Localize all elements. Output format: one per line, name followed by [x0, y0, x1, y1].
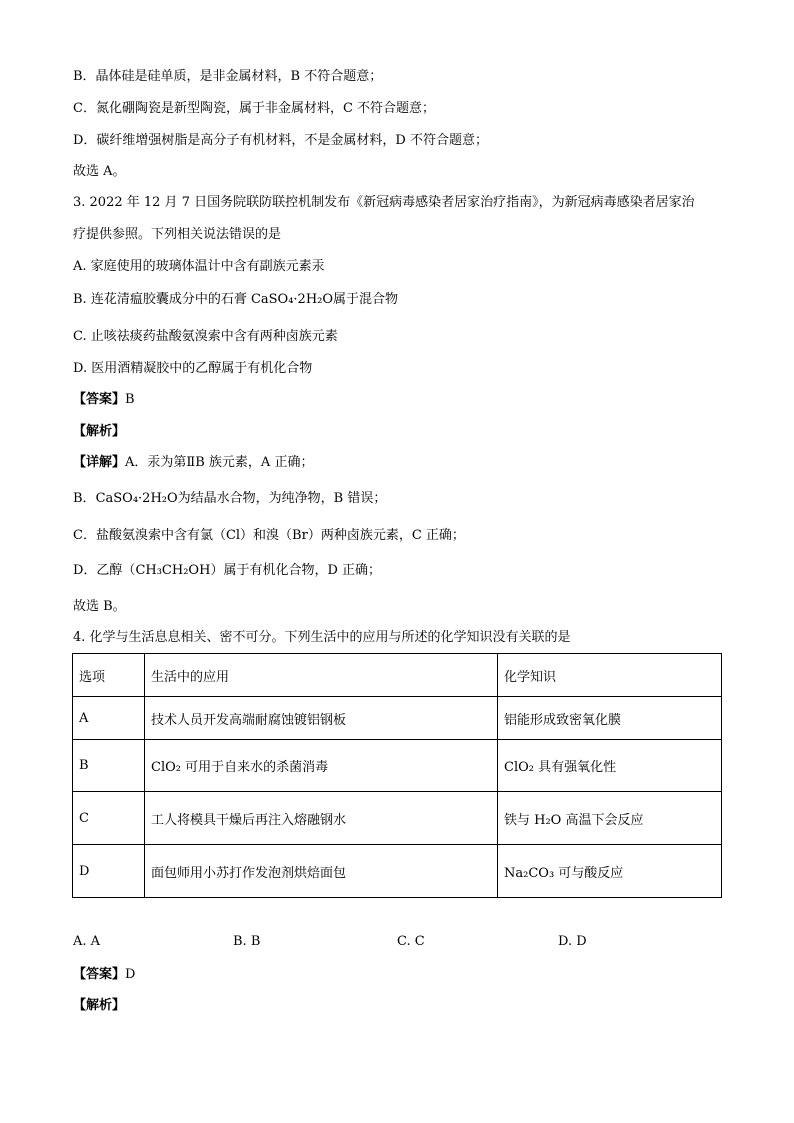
choice-c: C. C [397, 934, 425, 949]
knowledge-cell: 铝能形成致密氧化膜 [498, 697, 722, 740]
formula: CH₃CH₂OH [135, 563, 211, 578]
formula: CaSO₄·2H₂O [95, 491, 178, 506]
answer-label: 【答案】 [73, 392, 126, 407]
option-c: C. 止咳祛痰药盐酸氨溴索中含有两种卤族元素 [73, 329, 338, 344]
table-row [73, 792, 722, 845]
detail-line: C．盐酸氨溴索中含有氯（Cl）和溴（Br）两种卤族元素，C 正确； [73, 528, 465, 543]
header-cell: 选项 [73, 654, 145, 697]
conclusion: 故选 B。 [73, 599, 126, 614]
application-cell: 工人将模具干燥后再注入熔融钢水 [145, 792, 498, 845]
text-line: 故选 A。 [73, 164, 126, 179]
options-table [72, 653, 722, 898]
option-cell: D [73, 845, 145, 898]
choice-d: D. D [558, 934, 587, 949]
option-b-text: B. 连花清瘟胶囊成分中的石膏 [73, 292, 251, 307]
application-cell: 技术人员开发高端耐腐蚀镀铝钢板 [145, 697, 498, 740]
table-row [73, 697, 722, 740]
question-4-stem: 4. 化学与生活息息相关、密不可分。下列生活中的应用与所述的化学知识没有关联的是 [73, 630, 571, 645]
text-line: C．氮化硼陶瓷是新型陶瓷，属于非金属材料，C 不符合题意； [73, 101, 436, 116]
detail-text: B． [73, 491, 96, 506]
answer-label: 【答案】 [73, 967, 126, 982]
analysis-label: 【解析】 [73, 424, 126, 439]
answer-3 [73, 391, 135, 409]
table-header-row [73, 654, 722, 697]
choice-a: A. A [73, 934, 101, 949]
option-d: D. 医用酒精凝胶中的乙醇属于有机化合物 [73, 361, 313, 376]
answer-4 [73, 966, 135, 984]
detail-text: A．汞为第ⅡB 族元素，A 正确； [125, 455, 314, 470]
question-3-stem: 3. 2022 年 12 月 7 日国务院联防联控机制发布《新冠病毒感染者居家治疗指南》，为新冠病毒感染者居家治 [73, 195, 695, 210]
detail-text: ）属于有机化合物，D 正确； [210, 563, 381, 578]
detail-label: 【详解】 [73, 455, 126, 470]
option-cell: C [73, 792, 145, 845]
knowledge-cell: Na₂CO₃ 可与酸反应 [498, 845, 722, 898]
knowledge-cell: 铁与 H₂O 高温下会反应 [498, 792, 722, 845]
header-cell: 化学知识 [498, 654, 722, 697]
option-b [73, 291, 398, 309]
option-b-text: 属于混合物 [333, 292, 399, 307]
answer-value: B [125, 392, 135, 407]
table-row [73, 740, 722, 792]
analysis-label: 【解析】 [73, 998, 126, 1013]
detail-text: D．乙醇（ [73, 563, 136, 578]
text-line: D．碳纤维增强树脂是高分子有机材料，不是金属材料，D 不符合题意； [73, 133, 488, 148]
answer-value: D [125, 967, 136, 982]
option-a: A. 家庭使用的玻璃体温计中含有副族元素汞 [73, 259, 325, 274]
question-3-stem: 疗提供参照。下列相关说法错误的是 [73, 227, 282, 242]
option-cell: A [73, 697, 145, 740]
header-cell: 生活中的应用 [145, 654, 498, 697]
knowledge-cell: ClO₂ 具有强氧化性 [498, 740, 722, 792]
detail-line [73, 490, 386, 508]
choice-b: B. B [233, 934, 261, 949]
text-line: B．晶体硅是硅单质，是非金属材料，B 不符合题意； [73, 69, 383, 84]
table-row [73, 845, 722, 898]
application-cell: 面包师用小苏打作发泡剂烘焙面包 [145, 845, 498, 898]
application-cell: ClO₂ 可用于自来水的杀菌消毒 [145, 740, 498, 792]
formula: CaSO₄·2H₂O [250, 292, 334, 307]
option-cell: B [73, 740, 145, 792]
detail-text: 为结晶水合物，为纯净物，B 错误； [177, 491, 387, 506]
detail-3 [73, 454, 313, 472]
detail-line [73, 562, 381, 580]
